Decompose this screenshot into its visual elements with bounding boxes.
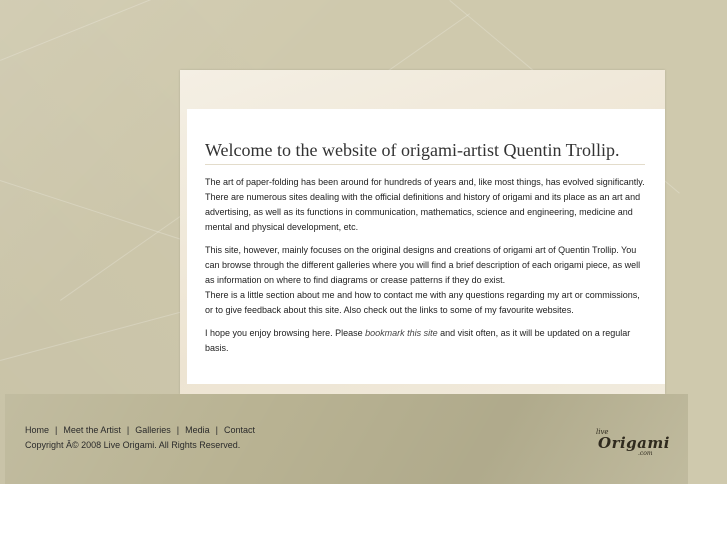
paragraph-focus <box>205 243 645 318</box>
nav-separator: | <box>176 425 180 435</box>
logo-top-text: live <box>596 428 609 436</box>
nav-separator: | <box>215 425 218 435</box>
closing-text-end: and visit often, as it will be updated on a regular basis. <box>205 328 631 353</box>
paragraph-closing <box>205 326 645 356</box>
nav-galleries[interactable]: Galleries <box>135 425 171 435</box>
logo-suffix-text: .com <box>638 450 653 457</box>
nav-separator: | <box>126 425 130 435</box>
paragraph-focus-text: This site, however, mainly focuses on the original designs and creations of origami art of Quentin Trollip. You can browse through the different galleries where you will find a brief description of each origami piece, as well as information on where to find diagrams or crease patterns if they do exist. <box>205 245 641 285</box>
paragraph-history: The art of paper-folding has been around for hundreds of years and, like most things, has evolved significantly. There are numerous sites dealing with the official definitions and history of origami and its place as an art and advertising, as well as its functions in communication, mathematics, science and engineering, medicine and mental and physical development, etc. <box>205 177 645 232</box>
crease-line <box>0 0 390 61</box>
crease-line <box>0 308 193 361</box>
paragraph-about-text: There is a little section about me and how to contact me with any questions regarding my art or commissions, or to give feedback about this site. Also check out the links to some of my favourite websites. <box>205 290 640 315</box>
bookmark-link[interactable]: bookmark this site <box>365 328 438 338</box>
nav-contact[interactable]: Contact <box>223 425 255 435</box>
nav-media[interactable]: Media <box>185 425 210 435</box>
logo-main-text: Origami <box>598 434 670 452</box>
footer-nav <box>25 425 255 435</box>
intro-text <box>205 175 645 364</box>
live-origami-logo[interactable] <box>592 428 670 460</box>
page-title: Welcome to the website of origami-artist Quentin Trollip. <box>205 140 645 165</box>
nav-meet-the-artist[interactable]: Meet the Artist <box>63 425 121 435</box>
copyright: Copyright Â© 2008 Live Origami. All Rights Reserved. <box>25 440 241 450</box>
closing-text-start: I hope you enjoy browsing here. Please <box>205 328 366 338</box>
footer <box>5 394 688 484</box>
nav-separator: | <box>55 425 58 435</box>
nav-home[interactable]: Home <box>25 425 50 435</box>
